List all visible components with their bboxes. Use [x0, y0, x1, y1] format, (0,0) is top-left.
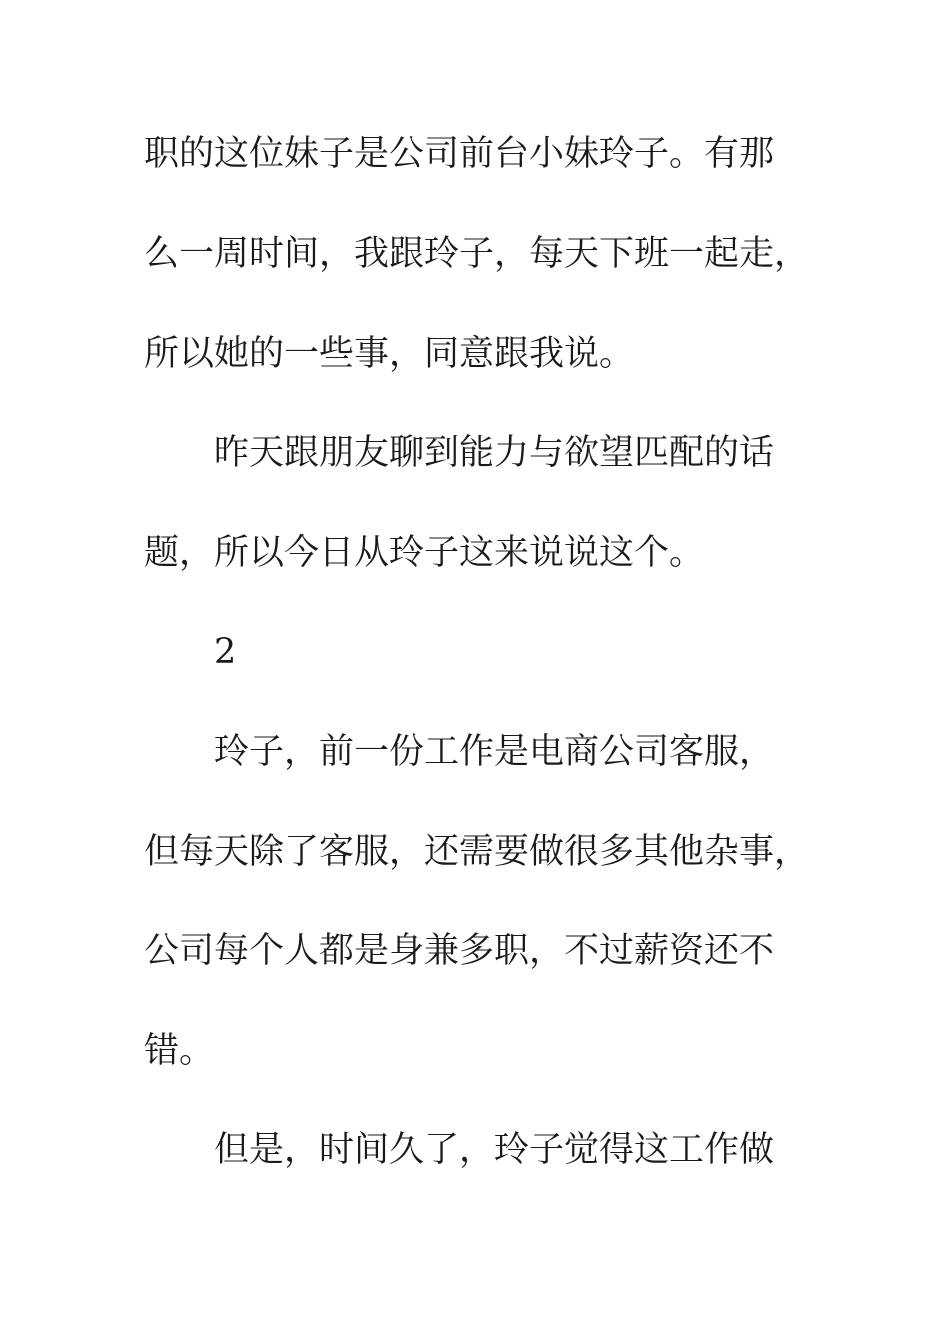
text-line: 所以她的一些事，同意跟我说。	[144, 334, 635, 374]
text-line: 错。	[144, 1031, 215, 1071]
paragraph-start-line: 昨天跟朋友聊到能力与欲望匹配的话	[214, 433, 775, 473]
section-number: 2	[214, 632, 237, 672]
text-line: 么一周时间，我跟玲子，每天下班一起走，	[144, 234, 810, 274]
paragraph-start-line: 但是，时间久了，玲子觉得这工作做	[214, 1130, 775, 1170]
text-line: 但每天除了客服，还需要做很多其他杂事，	[144, 832, 810, 872]
text-line: 公司每个人都是身兼多职，不过薪资还不	[144, 931, 775, 971]
paragraph-start-line: 玲子，前一份工作是电商公司客服，	[214, 732, 775, 772]
text-line: 职的这位妹子是公司前台小妹玲子。有那	[144, 134, 775, 174]
text-line: 题，所以今日从玲子这来说说这个。	[144, 533, 705, 573]
